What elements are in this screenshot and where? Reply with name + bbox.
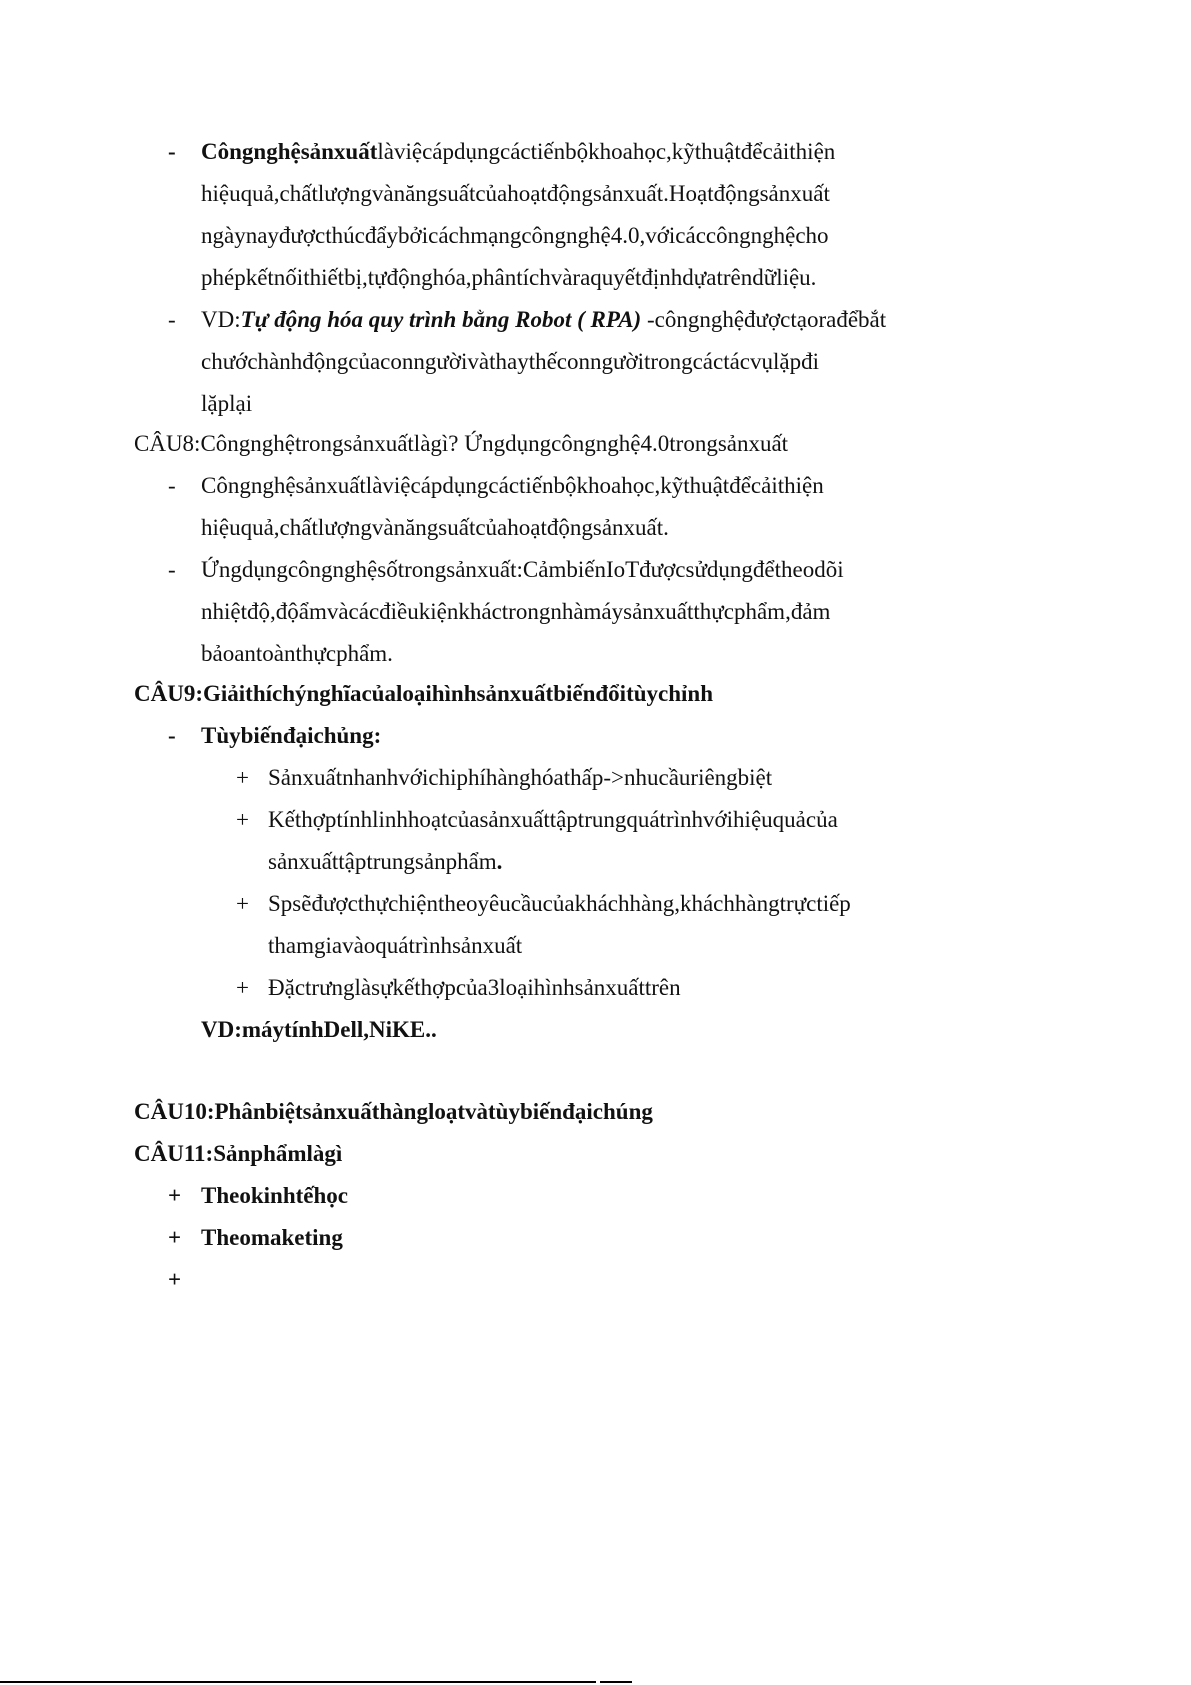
q11-item2-label: Theomaketing xyxy=(201,1225,343,1250)
q7-item1-line2: hiệuquả,chấtlượngvànăngsuấtcủahoạtđộngsảnxuất.Hoạtđộngsảnxuất xyxy=(201,181,830,206)
q8-item1-line2: hiệuquả,chấtlượngvànăngsuấtcủahoạtđộngsảnxuất. xyxy=(201,515,669,540)
bullet-marker: - xyxy=(168,139,176,164)
q7-item2-line1 xyxy=(201,306,886,334)
q9-point2-line2-text: sảnxuấttậptrungsảnphẩm xyxy=(268,849,497,874)
bullet-marker: - xyxy=(168,557,176,582)
plus-marker: + xyxy=(236,891,249,916)
q7-item2-emphasis: Tự động hóa quy trình bằng Robot ( RPA) xyxy=(240,307,642,332)
q7-item2-line3: lặplại xyxy=(201,391,253,416)
plus-marker: + xyxy=(168,1183,182,1208)
plus-marker: + xyxy=(168,1267,182,1292)
bullet-marker: - xyxy=(168,473,176,498)
q7-item1-line1 xyxy=(201,138,835,166)
q11-heading: CÂU11:Sảnphẩmlàgì xyxy=(134,1141,343,1166)
bullet-marker: - xyxy=(168,307,176,332)
q7-item2-prefix: VD: xyxy=(201,307,241,332)
q8-item1-line1: Côngnghệsảnxuấtlàviệcápdụngcáctiếnbộkhoahọc,kỹthuậtđểcảithiện xyxy=(201,473,824,498)
q8-item2-line3: bảoantoànthựcphẩm. xyxy=(201,641,393,666)
q7-item1-line3: ngàynayđượcthúcđẩybởicáchmạngcôngnghệ4.0,vớicáccôngnghệcho xyxy=(201,223,829,248)
q9-point4-line1: Đặctrưnglàsựkếthợpcủa3loạihìnhsảnxuấttrên xyxy=(268,975,681,1000)
q8-item2-line2: nhiệtđộ,độẩmvàcácđiềukiệnkháctrongnhàmáysảnxuấtthựcphẩm,đảm xyxy=(201,599,831,624)
q9-heading: CÂU9:Giảithíchýnghĩacủaloạihìnhsảnxuấtbiếnđổitùychỉnh xyxy=(134,681,713,706)
plus-marker: + xyxy=(168,1225,182,1250)
bullet-marker: - xyxy=(168,723,176,748)
q9-point2-line2-tail: . xyxy=(496,849,503,874)
q9-point1-line1: Sảnxuấtnhanhvớichiphíhànghóathấp->nhucầuriêngbiệt xyxy=(268,765,773,790)
q9-example: VD:máytínhDell,NiKE.. xyxy=(201,1017,437,1042)
plus-marker: + xyxy=(236,807,249,832)
q9-point3-line2: thamgiavàoquátrìnhsảnxuất xyxy=(268,933,523,958)
q10-heading: CÂU10:Phânbiệtsảnxuấthàngloạtvàtùybiếnđạichúng xyxy=(134,1099,653,1124)
q7-item1-line4: phépkếtnốithiếtbị,tựđộnghóa,phântíchvàraquyếtđịnhdựatrêndữliệu. xyxy=(201,265,817,290)
q9-point3-line1: Spsẽđượcthựchiệntheoyêucầucủakháchhàng,kháchhàngtrựctiếp xyxy=(268,891,851,916)
q9-point2-line2 xyxy=(268,848,502,876)
q11-item1-label: Theokinhtếhọc xyxy=(201,1183,348,1208)
q7-item1-bold-lead: Côngnghệsảnxuất xyxy=(201,139,378,164)
q7-item2-line2: chướchànhđộngcủaconngườivàthaythếconngườitrongcáctácvụlặpđi xyxy=(201,349,820,374)
q9-point2-line1: Kếthợptínhlinhhoạtcủasảnxuấttậptrungquátrìnhvớihiệuquảcủa xyxy=(268,807,838,832)
footer-rule-segment xyxy=(600,1681,632,1683)
q8-heading: CÂU8:Côngnghệtrongsảnxuấtlàgì? Ứngdụngcôngnghệ4.0trongsảnxuất xyxy=(134,431,789,456)
plus-marker: + xyxy=(236,765,249,790)
q7-item1-line1-rest: làviệcápdụngcáctiếnbộkhoahọc,kỹthuậtđểcảithiện xyxy=(377,139,836,164)
q7-item2-line1-rest: -côngnghệđượctạorađểbắt xyxy=(641,307,887,332)
q8-item2-line1: Ứngdụngcôngnghệsốtrongsảnxuất:CảmbiếnIoTđượcsửdụngđểtheodõi xyxy=(201,557,844,582)
footer-rule xyxy=(0,1681,596,1683)
plus-marker: + xyxy=(236,975,249,1000)
q9-sub-label: Tùybiếnđạichủng: xyxy=(201,723,382,748)
